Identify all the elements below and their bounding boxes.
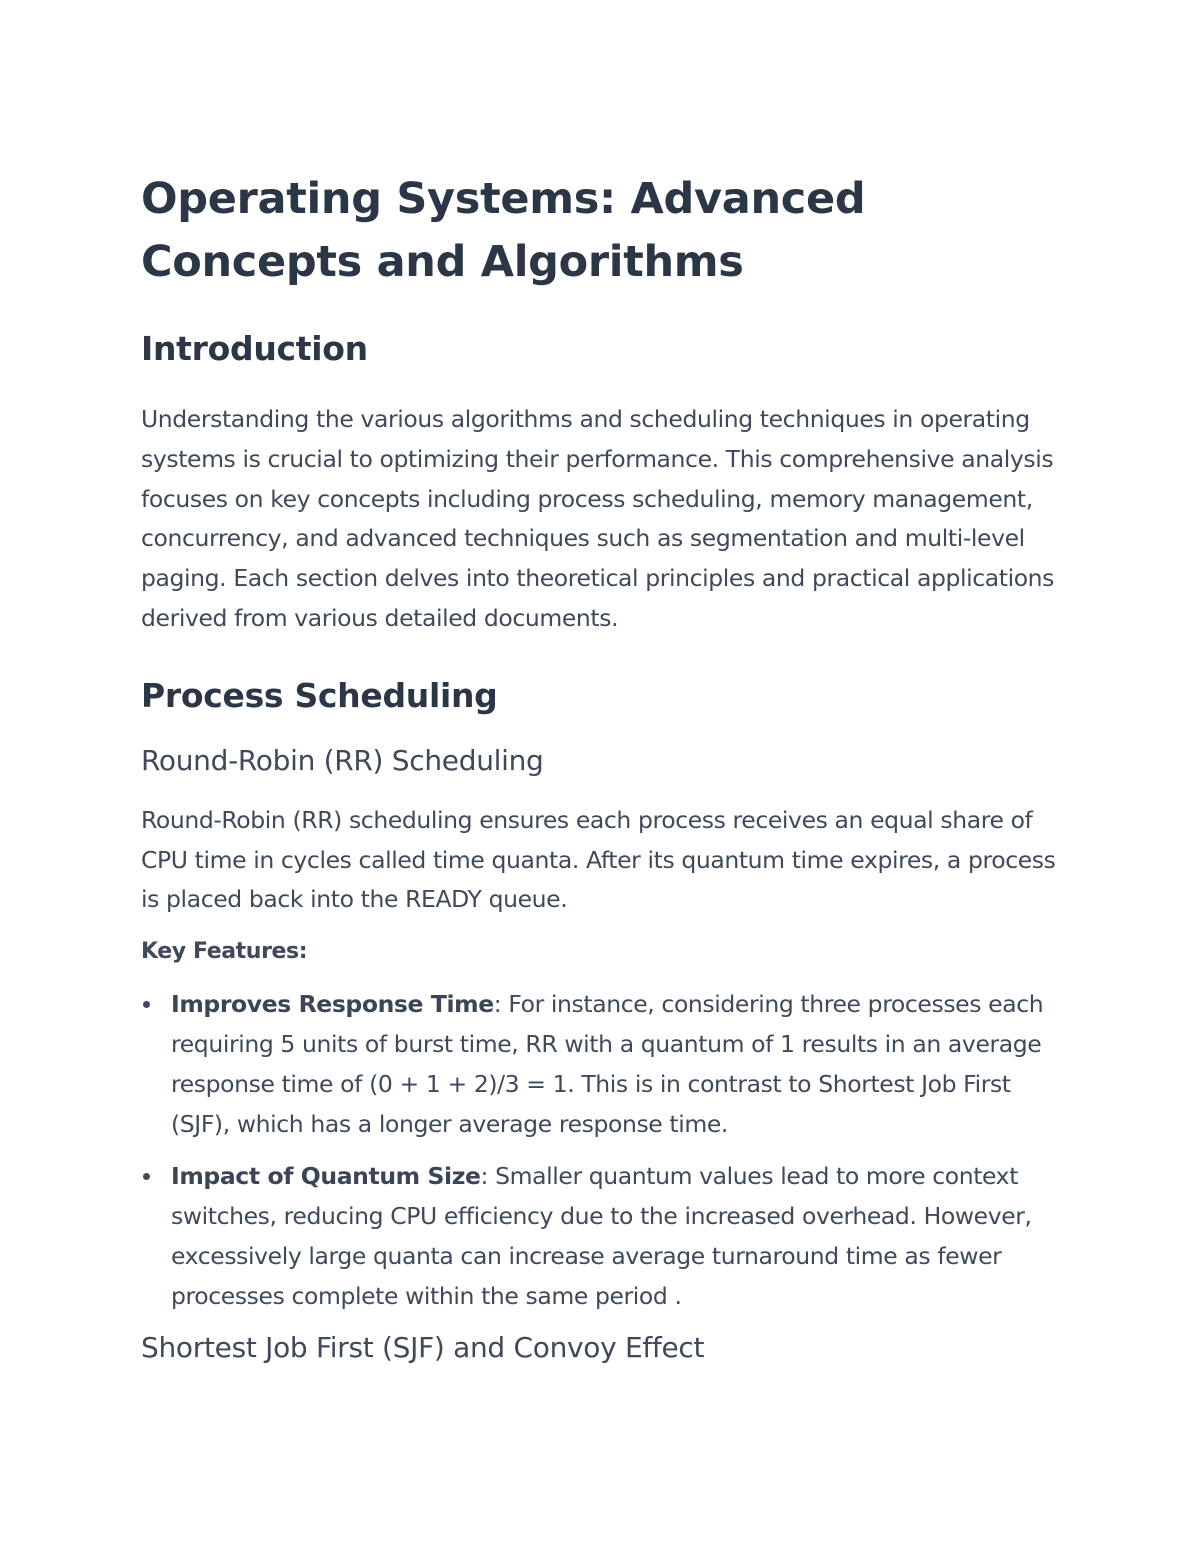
list-item xyxy=(141,1156,1061,1316)
key-features-label: Key Features: xyxy=(141,939,308,965)
document-title: Operating Systems: Advanced Concepts and Algorithms xyxy=(141,174,866,287)
feature-label: Improves Response Time xyxy=(171,989,494,1018)
feature-text: : For instance, considering three processes each requiring 5 units of burst time, RR with a quantum of 1 results in an average response time of (0 + 1 + 2)/3 = 1. This is in contrast to Shortest Job First (SJF), which has a longer average response time. xyxy=(171,989,1044,1138)
key-features-list xyxy=(141,984,1061,1316)
introduction-heading: Introduction xyxy=(141,329,368,368)
process-scheduling-heading: Process Scheduling xyxy=(141,675,498,715)
document-page xyxy=(141,168,1061,1368)
sjf-heading: Shortest Job First (SJF) and Convoy Effect xyxy=(141,1330,705,1364)
list-item xyxy=(141,984,1061,1144)
feature-label: Impact of Quantum Size xyxy=(171,1161,481,1190)
bullet-icon xyxy=(143,1173,150,1180)
feature-text: : Smaller quantum values lead to more context switches, reducing CPU efficiency due to the increased overhead. However, excessively large quanta can increase average turnaround time as fewer processes complete within the same period . xyxy=(171,1161,1032,1310)
round-robin-paragraph: Round-Robin (RR) scheduling ensures each process receives an equal share of CPU time in cycles called time quanta. After its quantum time expires, a process is placed back into the READY queue. xyxy=(141,805,1056,914)
introduction-paragraph: Understanding the various algorithms and scheduling techniques in operating systems is crucial to optimizing their performance. This comprehensive analysis focuses on key concepts including process scheduling, memory management, concurrency, and advanced techniques such as segmentation and multi-level paging. Each section delves into theoretical principles and practical applications derived from various detailed documents. xyxy=(141,405,1055,632)
bullet-icon xyxy=(143,1001,150,1008)
round-robin-heading: Round-Robin (RR) Scheduling xyxy=(141,743,544,777)
